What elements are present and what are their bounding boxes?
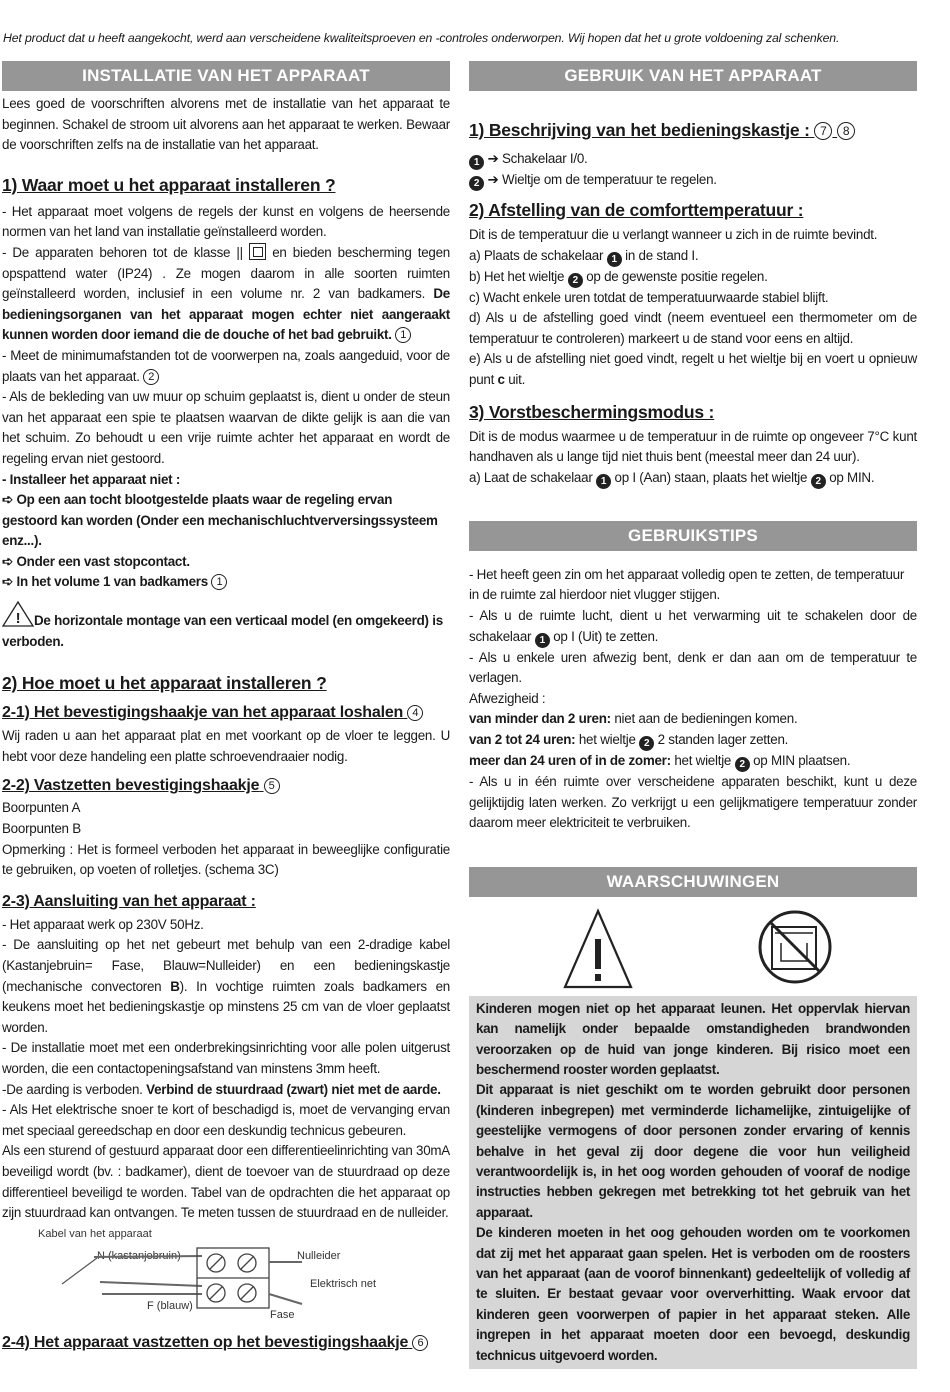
wheel-2-icon: 2 (811, 474, 826, 489)
s1-paragraph-2 (2, 243, 450, 346)
r2-a2: in de stand I. (625, 247, 699, 263)
hand-arrow-icon: ➪ (2, 574, 13, 590)
tip-7a: meer dan 24 uren of in de zomer: (469, 752, 671, 768)
ref-1-icon: 1 (395, 327, 411, 343)
r2-title: 2) Afstelling van de comforttemperatuur : (469, 200, 804, 220)
s1-not1-text: Op een aan tocht blootgestelde plaats waar de regeling ervan gestoord kan worden (Onder een mechanischluchtverversingssysteem enz...). (2, 492, 438, 549)
tip-7b: het wieltje (674, 752, 732, 768)
warning-1: Kinderen mogen niet op het apparaat leunen. Het oppervlak hiervan kan namelijk onder bepaalde omstandigheden brandwonden veroorzaken op de huid van jonge kinderen. Bij risico moet een beschermend rooster worden geplaatst. (476, 1000, 910, 1077)
s23-p1: - Het apparaat werk op 230V 50Hz. (2, 916, 204, 932)
s1-not-heading: - Installeer het apparaat niet : (2, 471, 181, 487)
ref-1-icon: 1 (211, 574, 227, 590)
r2-e3: uit. (508, 371, 526, 387)
s23-p2c: ). In vochtige ruimten zoals badkamers en keukens moet het bedieningskastje op minstens 25 cm van de vloer geplaatst worden. (2, 978, 450, 1035)
switch-1-icon: 1 (469, 155, 484, 170)
s1-paragraph-1: - Het apparaat moet volgens de regels der kunst en volgens de heersende normen van het land van installatie geïnstalleerd worden. (2, 203, 450, 240)
s22-title-text: 2-2) Vastzetten bevestigingshaakje (2, 777, 260, 795)
r2-e (469, 349, 917, 390)
tip-7 (469, 751, 917, 772)
r3-title: 3) Vorstbeschermingsmodus : (469, 401, 715, 422)
r1-line-1 (469, 149, 917, 170)
r1-title (469, 119, 917, 141)
s1-p3: - Meet de minimumafstanden tot de voorwerpen na, zoals aangeduid, voor de plaats van het apparaat. (2, 347, 450, 384)
s22-line-2: Boorpunten B (2, 821, 81, 837)
installation-intro: Lees goed de voorschriften alvorens met de installatie van het apparaat te beginnen. Schakel de stroom uit alvorens aan het apparaat te werken. Bewaar de voorschriften zelfs na de installatie van het apparaat. (2, 96, 450, 153)
arrow-icon: ➔ (487, 151, 499, 166)
right-column (469, 61, 917, 1369)
s22-line-3: Opmerking : Het is formeel verboden het apparaat in beweeglijke configuratie te gebruiken, op voeten of rolletjes. (schema 3C) (2, 841, 450, 878)
diagram-net-label: Elektrisch net (310, 1277, 377, 1290)
warning-2: Dit apparaat is niet geschikt om te worden gebruikt door personen (kinderen inbegrepen) met verminderde lichamelijke, zintuigelijke of geestelijke vermogens of door personen zonder ervaring of kennis behalve in het geval zij door degene die voor hun veiligheid verantwoordelijk is, in het oog worden gehouden of vooraf de nodige instructies hebben gekregen met betrekking tot het gebruik van het apparaat. (476, 1082, 910, 1220)
tip-7c: op MIN plaatsen. (753, 752, 851, 768)
ref-8-icon: 8 (837, 122, 855, 140)
tip-4: Afwezigheid : (469, 690, 546, 706)
section-2-2-title (2, 775, 450, 796)
s23-p5: - Als Het elektrische snoer te kort of beschadigd is, moet de vervanging ervan met speciaal gereedschap en door een deskundig technicus gebeuren. (2, 1102, 450, 1138)
r2-a1: a) Plaats de schakelaar (469, 247, 604, 263)
r3-a1: a) Laat de schakelaar (469, 469, 593, 485)
diagram-brown-label: N (kastanjebruin) (97, 1249, 181, 1262)
s1-p2-bold: De bedieningsorganen van het apparaat mogen echter niet aangeraakt kunnen worden door iemand die de douche of het bad gebruikt. (2, 286, 450, 343)
s22-line-1: Boorpunten A (2, 800, 81, 816)
s23-p4 (2, 1080, 450, 1101)
warning-icons (469, 903, 917, 993)
svg-text:!: ! (15, 610, 21, 628)
tip-5b: niet aan de bedieningen komen. (614, 711, 798, 727)
hand-arrow-icon: ➪ (2, 492, 13, 508)
s24-title-text: 2-4) Het apparaat vastzetten op het bevestigingshaakje (2, 1333, 409, 1351)
r3-a3: op MIN. (829, 469, 875, 485)
ref-4-icon: 4 (407, 705, 423, 721)
s21-title-text: 2-1) Het bevestigingshaakje van het apparaat loshalen (2, 704, 404, 722)
s1-warning-text: De horizontale montage van een verticaal model (en omgekeerd) is verboden. (2, 613, 443, 649)
s1-p2-a: - De apparaten behoren tot de klasse || (2, 244, 243, 260)
ref-7-icon: 7 (814, 122, 832, 140)
tip-6 (469, 730, 917, 751)
r3-a (469, 468, 917, 489)
warning-3: De kinderen moeten in het oog gehouden worden om te voorkomen dat zij met het apparaat gaan spelen. Het is verboden om de roosters van het apparaat (aan de voorof binnenkant) gedeeltelijk of volledig af te sluiten. Er bestaat gevaar voor oververhitting. Waak ervoor dat kinderen geen voorwerpen of papier in het apparaat steken. Alle ingrepen in het apparaat moeten door een bevoegd, deskundig technicus uitgevoerd worden. (476, 1225, 910, 1363)
wheel-2-icon: 2 (469, 176, 484, 191)
r1-l2-text: Wieltje om de temperatuur te regelen. (501, 172, 717, 187)
s21-text: Wij raden u aan het apparaat plat en met voorkant op de vloer te leggen. U hebt voor deze handeling een platte schroevendraaier nodig. (2, 728, 450, 764)
section-2-4-title (2, 1332, 450, 1353)
s1-paragraph-4: - Als de bekleding van uw muur op schuim geplaatst is, dient u onder de steun van het apparaat een spie te plaatsen waarvan de dikte gelijk is aan die van het schuim. Zo behoudt u een vrije ruimte achter het apparaat en wordt de regeling ervan niet gestoord. (2, 389, 450, 466)
wiring-diagram (2, 1224, 450, 1324)
r2-d: d) Als u de afstelling goed vindt (neem eventueel een thermometer om de temperatuur te controleren) markeert u de stand voor eens en altijd. (469, 310, 917, 346)
diagram-phase-label: Fase (270, 1308, 295, 1321)
tip-6c: 2 standen lager zetten. (657, 731, 789, 747)
s23-p3: - De installatie moet met een onderbrekingsinrichting voor alle polen uitgerust worden, die een contactopeningsafstand van minstens 3mm heeft. (2, 1040, 450, 1076)
s1-paragraph-3 (2, 346, 450, 387)
ref-2-icon: 2 (143, 369, 159, 385)
intro-text: Het product dat u heeft aangekocht, werd aan verscheidene kwaliteitsproeven en -controles onderworpen. Wij hopen dat het u grote voldoening zal schenken. (3, 31, 840, 45)
r1-title-text: 1) Beschrijving van het bedieningskastje : (469, 120, 810, 140)
r3-p1: Dit is de modus waarmee u de temperatuur in de ruimte op ongeveer 7°C kunt handhaven als u lange tijd niet thuis bent (meestal meer dan 24 uur). (469, 428, 917, 465)
s1-warning (2, 601, 450, 652)
warning-icons-svg (469, 903, 917, 993)
r2-c: c) Wacht enkele uren totdat de temperatuurwaarde stabiel blijft. (469, 289, 829, 305)
r3-a2: op I (Aan) staan, plaats het wieltje (614, 469, 808, 485)
s1-not-item-2 (2, 552, 450, 573)
diagram-cable-label: Kabel van het apparaat (38, 1227, 152, 1240)
s23-p4b: Verbind de stuurdraad (zwart) niet met de aarde. (146, 1081, 441, 1097)
tip-2b: op I (Uit) te zetten. (553, 628, 659, 644)
r2-b (469, 267, 917, 288)
installation-banner: INSTALLATIE VAN HET APPARAAT (2, 61, 450, 91)
tip-1: - Het heeft geen zin om het apparaat volledig open te zetten, de temperatuur in de ruimte zal hierdoor niet vlugger stijgen. (469, 566, 905, 603)
s1-p2-b: en bieden bescherming tegen opspattend water (IP24) . Ze mogen daarom in alle soorten ruimten geïnstalleerd worden, inclusief in een volume nr. 2 van badkamers. (2, 244, 450, 302)
left-column (2, 61, 450, 1353)
section-2-3-title: 2-3) Aansluiting van het apparaat : (2, 892, 256, 910)
s23-p6: Als een sturend of gestuurd apparaat door een differentieelinrichting van 30mA beveiligd wordt (bv. : badkamer), dient de toevoer van de stuurdraad op deze differentieel beveiligd te worden. Tabel van de opdrachten die het apparaat op zijn stuurdraad kan ontvangen. Te meten tussen de stuurdraad en de nulleider. (2, 1143, 450, 1221)
tip-5 (469, 709, 917, 730)
s1-not-item-3 (2, 572, 450, 593)
warning-triangle-icon (2, 601, 34, 627)
warnings-banner: WAARSCHUWINGEN (469, 867, 917, 897)
diagram-blue-label: F (blauw) (147, 1299, 193, 1312)
diagram-neutral-label: Nulleider (297, 1249, 341, 1262)
tip-6a: van 2 tot 24 uren: (469, 731, 576, 747)
s23-p2 (2, 935, 450, 1038)
r2-b2: op de gewenste positie regelen. (586, 268, 768, 284)
r1-line-2 (469, 170, 917, 191)
tips-banner: GEBRUIKSTIPS (469, 521, 917, 551)
s1-not-item-1 (2, 490, 450, 552)
r2-e1: e) Als u de afstelling niet goed vindt, regelt u het wieltje bij en voert u opnieuw punt (469, 351, 917, 387)
tip-6b: het wieltje (578, 731, 636, 747)
wheel-2-icon: 2 (735, 757, 750, 772)
no-covering-icon (760, 912, 830, 982)
section-2-title: 2) Hoe moet u het apparaat installeren ? (2, 673, 327, 694)
wiring-diagram-svg (2, 1224, 450, 1324)
warnings-box (469, 996, 917, 1369)
s23-p2a: - De aansluiting op het net gebeurt met behulp van een 2-dradige kabel (Kastanjebruin= Fase, Blauw=Nulleider) en een bedieningskastje (mechanische convectoren (2, 937, 450, 994)
tip-3: - Als u enkele uren afwezig bent, denk er dan aan om de temperatuur te verlagen. (469, 649, 917, 686)
r1-l1-text: Schakelaar I/0. (501, 151, 588, 166)
switch-1-icon: 1 (596, 474, 611, 489)
warning-triangle-icon (565, 911, 631, 987)
switch-1-icon: 1 (535, 633, 550, 648)
hand-arrow-icon: ➪ (2, 553, 13, 569)
s1-not2-text: Onder een vast stopcontact. (16, 553, 190, 569)
tip-5a: van minder dan 2 uren: (469, 711, 611, 727)
r2-e2: c (497, 371, 505, 387)
tip-2 (469, 606, 917, 648)
switch-1-icon: 1 (607, 252, 622, 267)
r2-b1: b) Het het wieltje (469, 268, 565, 284)
class-2-icon (249, 243, 266, 260)
ref-6-icon: 6 (412, 1335, 428, 1351)
tip-2a: - Als u de ruimte lucht, dient u het verwarming uit te schakelen door de schakelaar (469, 607, 917, 644)
wheel-2-icon: 2 (568, 273, 583, 288)
section-2-1-title (2, 702, 450, 723)
r2-a (469, 246, 917, 267)
usage-banner: GEBRUIK VAN HET APPARAAT (469, 61, 917, 91)
wheel-2-icon: 2 (639, 736, 654, 751)
arrow-icon: ➔ (487, 172, 499, 187)
section-1-title: 1) Waar moet u het apparaat installeren ? (2, 174, 336, 195)
r2-p1: Dit is de temperatuur die u verlangt wanneer u zich in de ruimte bevindt. (469, 227, 878, 242)
tip-8: - Als u in één ruimte over verscheidene apparaten beschikt, kunt u deze gelijktijdig laten werken. Zo verkrijgt u een gelijkmatigere temperatuur zonder daarom meer elektriciteit te verbruiken. (469, 773, 917, 831)
s23-p4a: -De aarding is verboden. (2, 1081, 143, 1097)
s1-not3-text: In het volume 1 van badkamers (16, 574, 208, 590)
s23-p2b: B (170, 978, 180, 994)
ref-5-icon: 5 (264, 778, 280, 794)
